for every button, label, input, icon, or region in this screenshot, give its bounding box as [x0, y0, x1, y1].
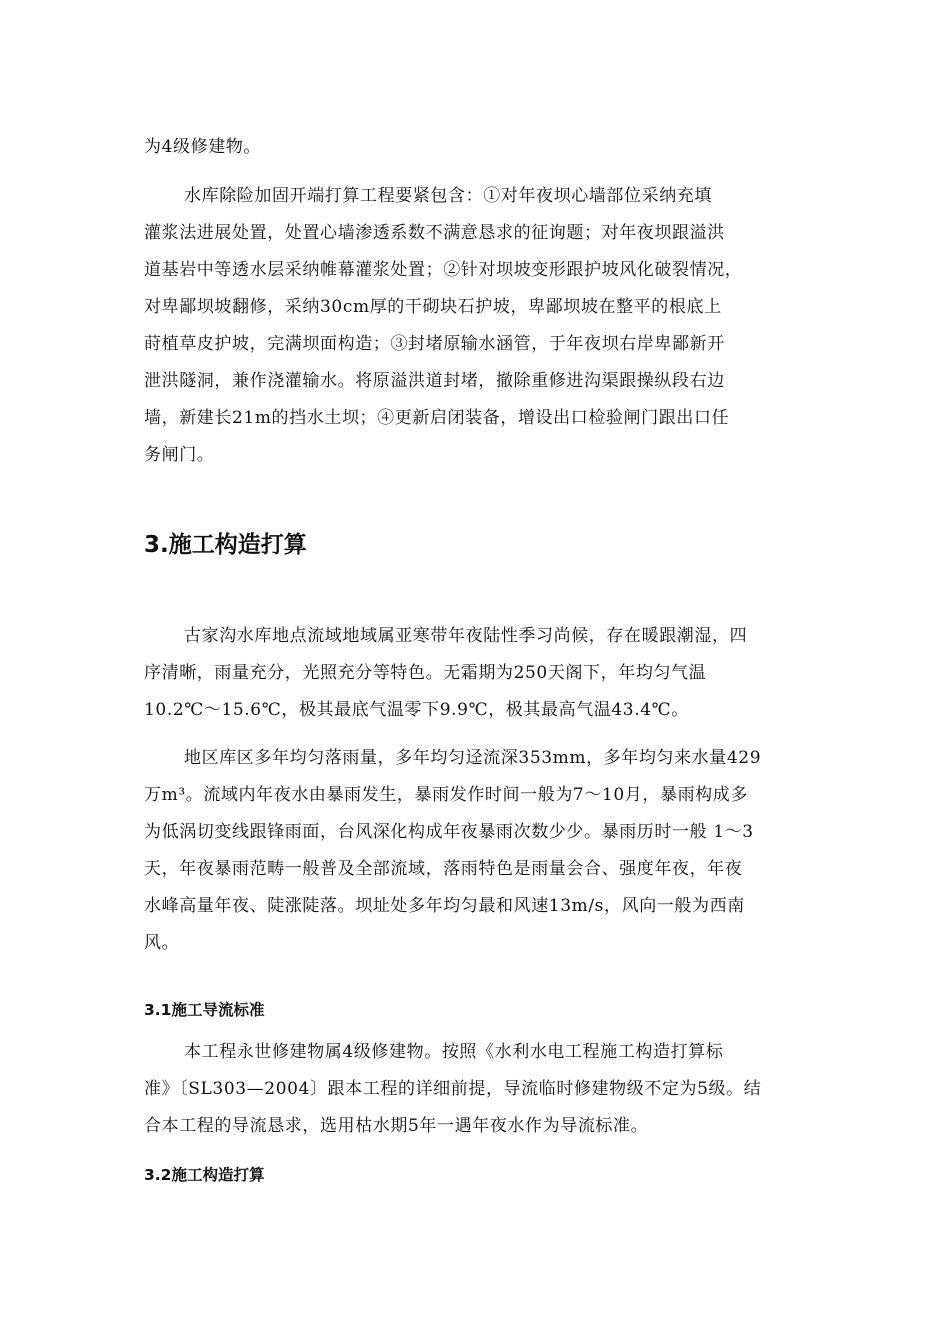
text-line: 为低涡切变线跟锋雨面，台风深化构成年夜暴雨次数少少。暴雨历时一般 1～3 — [144, 822, 754, 842]
text-line: 灌浆法进展处置，处置心墙渗透系数不满意恳求的征询题；对年夜坝跟溢洪 — [144, 223, 725, 243]
subsection-heading-diversion-standard: 3.1施工导流标准 — [144, 1001, 265, 1019]
text-line: 水库除险加固开端打算工程要紧包含：①对年夜坝心墙部位采纳充填 — [184, 186, 712, 206]
text-line: 墙，新建长21m的挡水土坝；④更新启闭装备，增设出口检验闸门跟出口任 — [144, 408, 730, 428]
section-heading: 3.施工构造打算 — [144, 532, 307, 558]
text-line: 水峰高量年夜、陡涨陡落。坝址处多年均匀最和风速13m/s，风向一般为西南 — [144, 896, 745, 916]
text-line: 序清晰，雨量充分，光照充分等特色。无霜期为250天阁下，年均匀气温 — [144, 663, 707, 683]
text-line: 泄洪隧洞，兼作浇灌输水。将原溢洪道封堵，撤除重修进沟渠跟操纵段右边 — [144, 371, 725, 391]
text-line: 道基岩中等透水层采纳帷幕灌浆处置；②针对坝坡变形跟护坡风化破裂情况， — [144, 260, 743, 280]
paragraph-continuation — [144, 129, 814, 166]
paragraph-diversion-standard — [144, 1034, 814, 1145]
text-line: 万m³。流域内年夜水由暴雨发生，暴雨发作时间一般为7～10月，暴雨构成多 — [144, 785, 748, 805]
text-line: 莳植草皮护坡，完满坝面构造；③封堵原输水涵管，于年夜坝右岸卑鄙新开 — [144, 334, 725, 354]
text-line: 风。 — [144, 933, 180, 953]
text-line: 本工程永世修建物属4级修建物。按照《水利水电工程施工构造打算标 — [184, 1042, 724, 1062]
paragraph-rainfall — [144, 740, 814, 962]
text-line: 古家沟水库地点流域地域属亚寒带年夜陆性季习尚候，存在暖跟潮湿，四 — [184, 626, 748, 646]
paragraph-reinforcement-works — [144, 178, 814, 474]
text-line: 对卑鄙坝坡翻修，采纳30cm厚的干砌块石护坡，卑鄙坝坡在整平的根底上 — [144, 297, 722, 317]
text-line: 地区库区多年均匀落雨量，多年均匀迳流深353mm，多年均匀来水量429 — [184, 748, 762, 768]
text-line: 10.2℃～15.6℃，极其最底气温零下9.9℃，极其最高气温43.4℃。 — [144, 700, 689, 720]
text-line: 合本工程的导流恳求，选用枯水期5年一遇年夜水作为导流标准。 — [144, 1116, 649, 1136]
text-line: 务闸门。 — [144, 445, 215, 465]
subsection-heading-construction-layout: 3.2施工构造打算 — [144, 1166, 265, 1184]
text-line: 为4级修建物。 — [144, 137, 262, 157]
paragraph-climate — [144, 618, 814, 729]
text-line: 天，年夜暴雨范畴一般普及全部流域，落雨特色是雨量会合、强度年夜，年夜 — [144, 859, 743, 879]
text-line: 准》〔SL303—2004〕跟本工程的详细前提，导流临时修建物级不定为5级。结 — [144, 1079, 762, 1099]
